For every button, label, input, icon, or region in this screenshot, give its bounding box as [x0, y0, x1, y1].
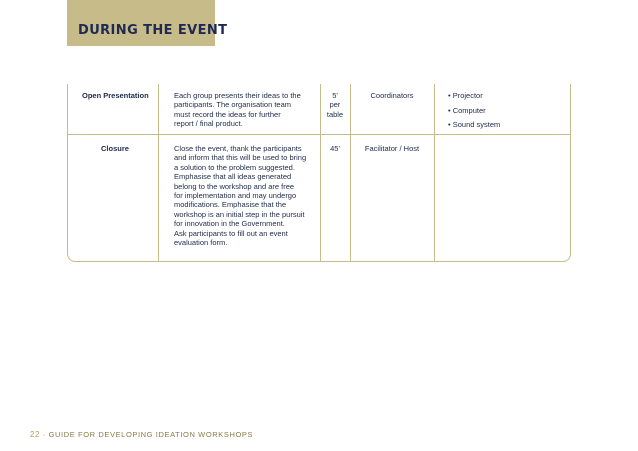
footer-text: GUIDE FOR DEVELOPING IDEATION WORKSHOPS	[48, 430, 254, 439]
column-divider	[158, 84, 159, 261]
time-closure: 45'	[330, 144, 340, 153]
page-footer	[30, 430, 253, 439]
resource-projector: • Projector	[448, 91, 558, 100]
resource-sound-system: • Sound system	[448, 120, 558, 129]
event-table	[67, 84, 571, 262]
page-number: 22	[30, 430, 41, 439]
column-divider	[434, 84, 435, 261]
column-divider	[350, 84, 351, 261]
activity-open-presentation: Open Presentation	[82, 91, 149, 100]
responsible-open-presentation: Coordinators	[370, 91, 414, 100]
resources-list	[448, 91, 558, 135]
description-open-presentation: Each group presents their ideas to the participants. The organisation team must record the ideas for further report / final product.	[174, 91, 301, 129]
time-open-presentation: 5' per table	[326, 91, 344, 119]
footer-separator: ·	[42, 430, 46, 439]
responsible-closure: Facilitator / Host	[364, 144, 420, 153]
resource-computer: • Computer	[448, 106, 558, 115]
activity-closure: Closure	[101, 144, 129, 153]
description-closure: Close the event, thank the participants and inform that this will be used to bring a solution to the problem suggested. Emphasise that all ideas generated belong to the workshop and are free for implementation and may undergo modifications. Emphasise that the workshop is an initial step in the pursuit for innovation in the Government. Ask participants to fill out an event evaluation form.	[174, 144, 307, 248]
section-title: DURING THE EVENT	[78, 23, 228, 38]
